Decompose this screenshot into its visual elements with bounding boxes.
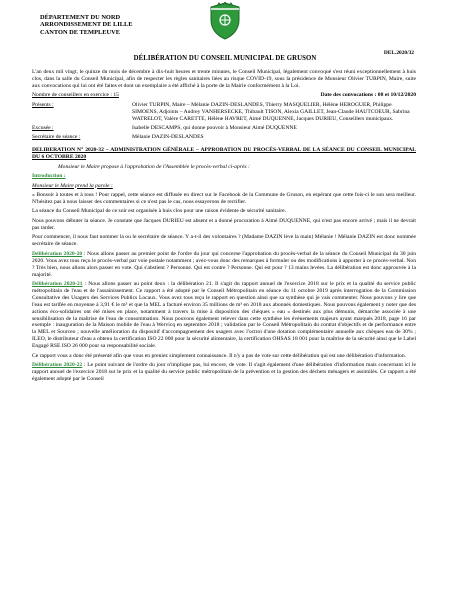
administrative-header [40,14,160,36]
secretary-name: Mélanie DAZIN-DESLANDES [132,133,204,140]
present-row [32,102,416,123]
mayor-proposal: Monsieur le Maire propose à l'approbation de l'Assemblée le procès-verbal ci-après : [58,163,250,170]
excused-row [32,125,416,132]
deliberation-2020-22-paragraph [32,362,416,383]
present-list: Olivier TURPIN, Maire – Mélanie DAZIN-DESLANDES, Thierry MASQUELIER, Hélène HEROGUER, Philippe SIMOENS, Adjoints – Audrey VANHERSECKE, Thibault TISON, Alexia GAILLET, Jean-Claude HAUTCOEUR, Sabrina WATRELOT, Valère CARETTE, Hélène HAVRET, Aimé DUQUENNE, Jacques DURIEU, Conseillers municipaux. [132,102,410,123]
deliberation-2020-20-text: : Nous allons passer au premier point de l'ordre du jour qui concerne l'approbation du procès-verbal de la séance du Conseil Municipal du 30 juin 2020. Vous avez tous reçu le procès-verbal par voie postale notamment ; avez-vous donc des remarques à formuler ou des modifications à apporter à ce procès-verbal. Non ? Très bien, nous allons alors passer en vote. Qui s'abstient ? Personne. Qui est contre ? Personne. Qui est pour ? 13 mains levées. La délibération est donc approuvée à la majorité. [32,250,416,278]
header-arrondissement: ARRONDISSEMENT DE LILLE [40,21,133,29]
speech-paragraph-4: Pour commencer, il nous faut nommer la ou le secrétaire de séance. Y a-t-il des volontaires ? (Madame DAZIN lève la main) Mélanie ! Mélanie DAZIN est donc nommée secrétaire de séance. [32,234,416,248]
deliberation-2020-20-label: Délibération 2020-20 [32,250,83,257]
intro-paragraph: L'an deux mil vingt, le quinze du mois de décembre à dix-huit heures et trente minutes, le Conseil Municipal, légalement convoqué s'est réuni exceptionnellement à huis clos, dans la salle du Conseil Municipal, afin de respecter les règles sanitaires liées au risque COVID-19, sous la présidence de Monsieur Olivier TURPIN, Maire, suite aux convocations qui lui ont été faites et dont un exemplaire a été affiché à la porte de la Mairie conformément à la Loi. [32,69,416,89]
document-body [32,69,416,385]
speech-paragraph-3: Nous pouvons débuter la séance. Je constate que Jacques DURIEU est absent et a donné procuration à Aimé DUQUENNE, qui n'est pas encore arrivé ; mais il ne devrait pas tarder. [32,217,416,231]
deliberation-2020-20-paragraph [32,251,416,279]
deliberation-2020-21-paragraph [32,281,416,350]
mayor-speaks-line: Monsieur le Maire prend la parole : [32,182,113,189]
information-note-paragraph: Ce rapport vous a donc été présenté afin que vous en preniez simplement connaissance. Il n'y a pas de vote sur cette délibération qui est une délibération d'information. [32,352,407,359]
document-title: DÉLIBÉRATION DU CONSEIL MUNICIPAL DE GRUSON [133,55,317,62]
header-canton: CANTON DE TEMPLEUVE [40,28,121,36]
municipal-coat-of-arms-icon [205,2,245,40]
deliberation-2020-22-text: : Le point suivant de l'ordre du jour n'implique pas, lui encore, de vote. Il s'agit également d'une délibération d'information mais concernant ici le rapport annuel de l'exercice 2018 sur le prix et la qualité du service public métropolitain de la prévention et la gestion des déchets ménagers et assimilés. Ce rapport a été également adopté par le Conseil [32,362,416,382]
meta-line [32,92,416,99]
deliberation-2020-22-label: Délibération 2020-22 [32,362,83,369]
secretary-row [32,134,416,141]
speech-paragraph-1: « Bonsoir à toutes et à tous ! Pour rappel, cette séance est diffusée en direct sur le Facebook de la Commune de Gruson, en espérant que cette fois-ci le son sera meilleur. N'hésitez pas à nous laisser des commentaires si ce n'est pas le cas, nous essayerons de rectifier. [32,192,416,205]
deliberation-title: DELIBERATION N° 2020-32 – ADMINISTRATION GÉNÉRALE – APPROBATION DU PROCÈS-VERBAL DE LA SÉANCE DU CONSEIL MUNICIPAL DU 6 OCTOBRE 2020 [32,146,416,160]
members-count: Nombre de conseillers en exercice : 15 [32,92,119,99]
speech-paragraph-2: La séance du Conseil Municipal de ce soir est organisée à huis clos pour une raison évidente de sécurité sanitaire. [32,208,287,215]
header-department: DÉPARTEMENT DU NORD [40,14,121,21]
deliberation-reference: DEL.2020/32 [383,50,414,56]
excused-text: Isabelle DESCAMPS, qui donne pouvoir à Monsieur Aimé DUQUENNE [132,124,297,131]
present-label: Présents : [32,102,54,109]
convocation-date: Date des convocations : 08 et 10/12/2020 [320,92,416,99]
excused-label: Excusée : [32,124,54,131]
introduction-heading: Introduction : [32,173,66,180]
secretary-label: Secrétaire de séance : [32,133,81,140]
deliberation-2020-21-label: Délibération 2020-21 [32,281,83,287]
deliberation-2020-21-text: : Nous allons passer au point deux : la délibération 21. Il s'agit du rapport annuel de l'exercice 2018 sur le prix et la qualité du service public métropolitain de l'eau et de l'assainissement. Ce rapport a été adopté par le Conseil Métropolitain en séance du 11 octobre 2019 après interrogation de la Commission Consultative des Usagers des Services Publics Locaux. Vous avez tous reçu le rapport en question ainsi que sa synthèse qui je vais commenter. Nous pouvons y lire que l'eau est tarifée en moyenne à 3,91 € le m³ et que la MEL a facturé environ 35 millions de m³ en 2018 aux abonnés domestiques. Nous pouvons également y noter que des actions éco-solidaires ont été mises en place, notamment à travers la mise à disposition des chèques « eau » destinés aux plus démunis, démarche associée à une sensibilisation de la maîtrise de l'eau de consommation. Nous pouvons également relever dans cette synthèse les évènements majeurs ayant marqués 2018, page 16 par exemple : inauguration de la Maison mobile de l'eau à Wervicq en septembre 2018 ; validation par le Conseil Métropolitain du contrat d'objectifs et de performance entre la MEL et Sourceo ; nouvelle amélioration du dispositif d'accompagnement des usagers avec l'octroi d'une dotation complémentaire annuelle aux chèques eau de 30% ; ILEO, le distributeur d'eau a obtenu la certification ISO 22 000 pour la sécurité alimentaire, la certification OHSAS 18 001 pour la maîtrise de la sécurité ainsi que le Label Engagé RSE ISO 26 000 pour sa responsabilité sociale. [32,281,416,350]
